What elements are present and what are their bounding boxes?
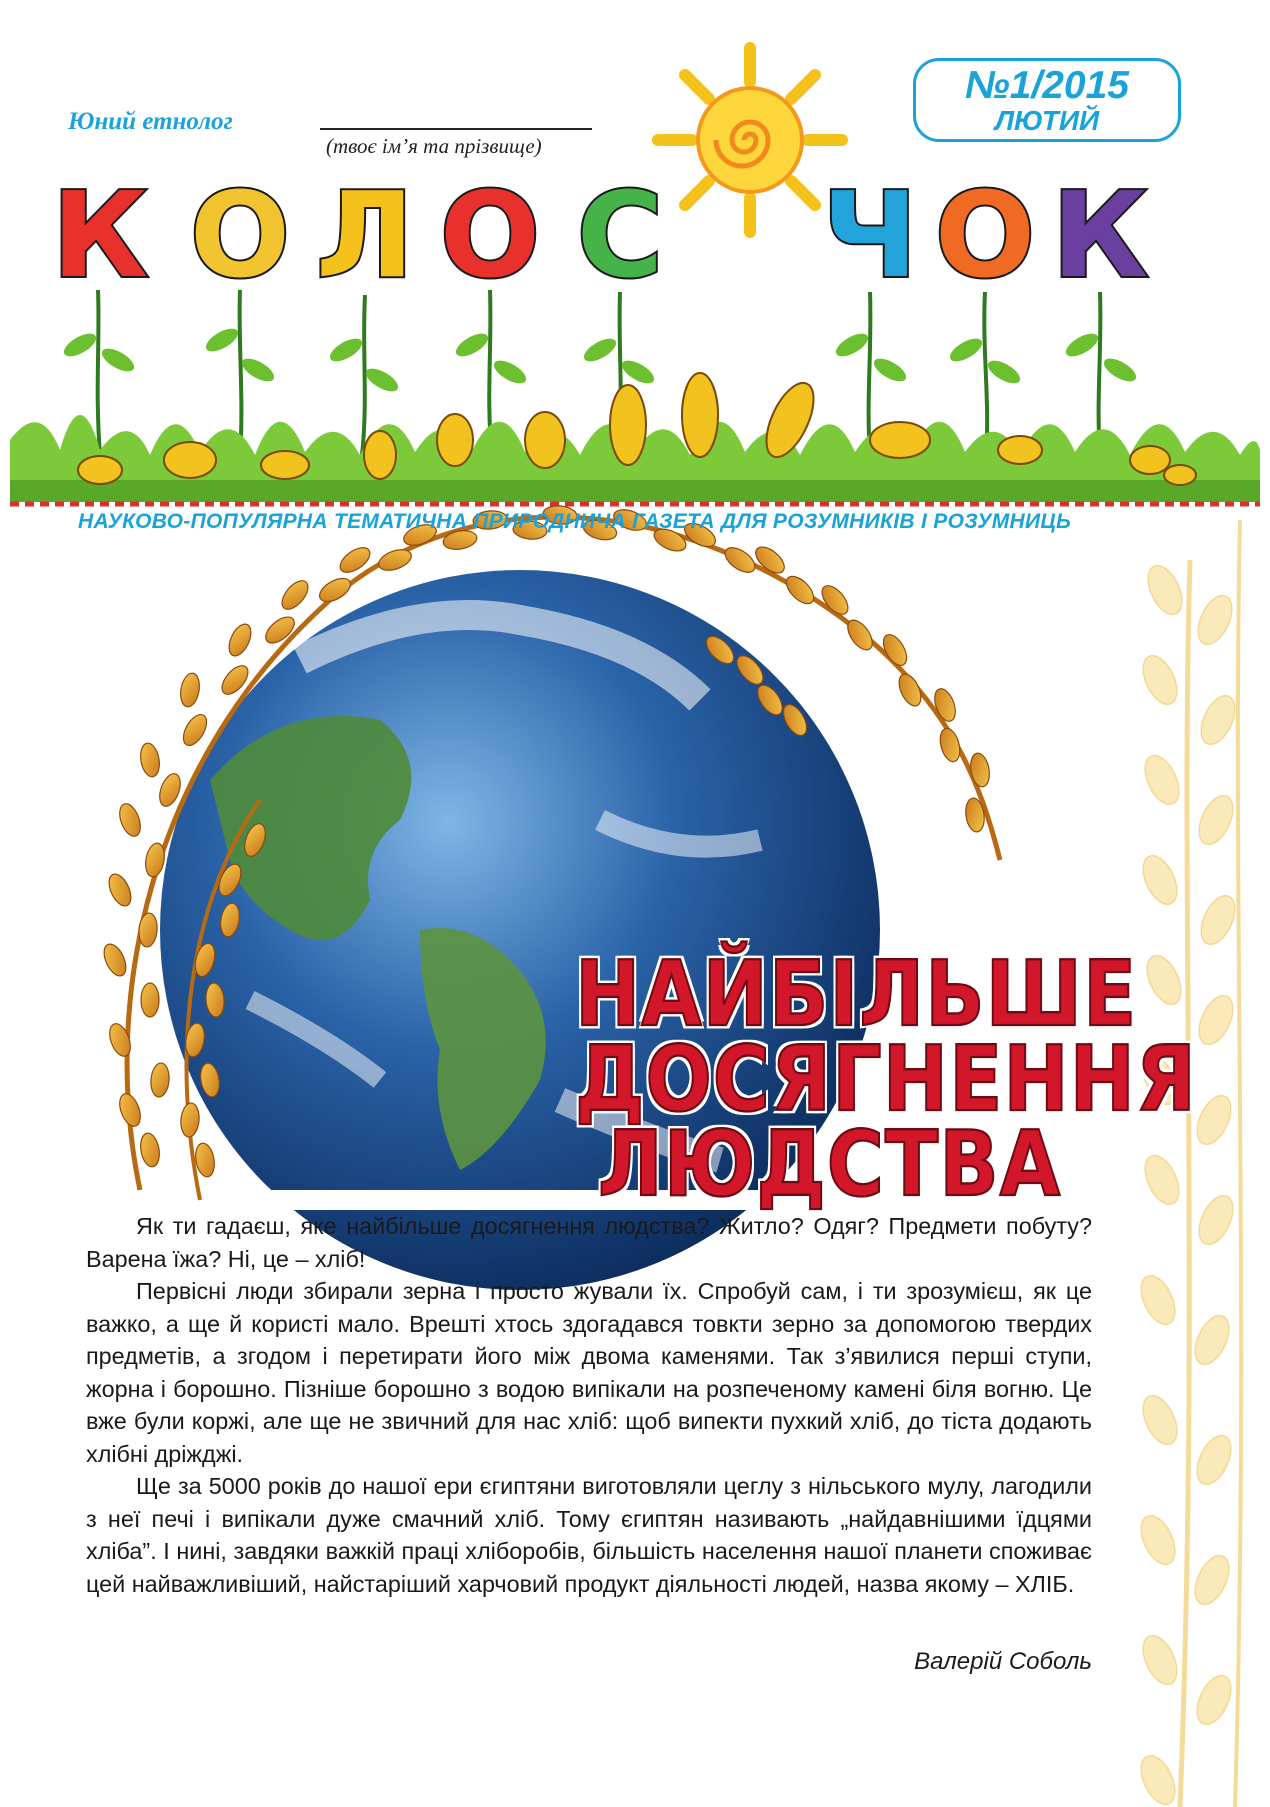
logo-letter: К — [1051, 166, 1149, 304]
logo-letter: К — [51, 166, 149, 304]
title-line-2: ДОСЯГНЕННЯ — [575, 1028, 1197, 1132]
article-paragraph: Як ти гадаєш, яке найбільше досягнення людства? Житло? Одяг? Предмети побуту? Варена їжа? Ні, це – хліб! — [86, 1213, 1092, 1272]
pale-wheat-decoration — [1134, 520, 1241, 1807]
logo-letter: С — [576, 166, 664, 304]
newspaper-tagline: НАУКОВО-ПОПУЛЯРНА ТЕМАТИЧНА ПРИРОДНИЧА ГАЗЕТА ДЛЯ РОЗУМНИКІВ І РОЗУМНИЦЬ — [78, 510, 1072, 533]
issue-month: ЛЮТИЙ — [994, 105, 1100, 136]
issue-badge — [913, 58, 1181, 142]
logo-letter: Л — [315, 166, 414, 304]
title-line-1: НАЙБІЛЬШЕ — [575, 943, 1138, 1047]
issue-number: №1/2015 — [965, 64, 1129, 107]
title-line-3: ЛЮДСТВА — [598, 1113, 1062, 1217]
name-field-line[interactable] — [320, 128, 592, 130]
young-ethnologist-label: Юний етнолог — [68, 108, 233, 135]
name-field-hint: (твоє ім’я та прізвище) — [326, 134, 542, 158]
article-paragraph: Первісні люди збирали зерна і просто жували їх. Спробуй сам, і ти зрозумієш, як це важко, а ще й користі мало. Врешті хтось здогадався товкти зерно за допомогою твердих предметів, а згодом і перетирати його між двома каменями. Так з’явилися перші ступи, жорна і борошно. Пізніше борошно з водою випікали на розпеченому камені біля вогню. Це вже були коржі, але ще не звичний для нас хліб: щоб випекти пухкий хліб, до тіста додають хлібні дріжджі. — [86, 1278, 1092, 1467]
logo-letter: О — [934, 166, 1036, 304]
article-body — [86, 1210, 1092, 1600]
article-paragraph: Ще за 5000 років до нашої ери єгиптяни виготовляли цеглу з нільського мулу, лагодили з неї печі і випікали дуже смачний хліб. Тому єгиптян називають „найдавнішими їдцями хліба”. І нині, завдяки важкій праці хліборобів, більшість населення нашої планети споживає цей найважливіший, найстаріший харчовий продукт діяльності людей, назва якому – ХЛІБ. — [86, 1473, 1092, 1597]
logo-letter: О — [189, 166, 291, 304]
logo-letter: О — [439, 166, 541, 304]
logo-letter: Ч — [822, 166, 918, 304]
article-author: Валерій Соболь — [914, 1648, 1092, 1675]
